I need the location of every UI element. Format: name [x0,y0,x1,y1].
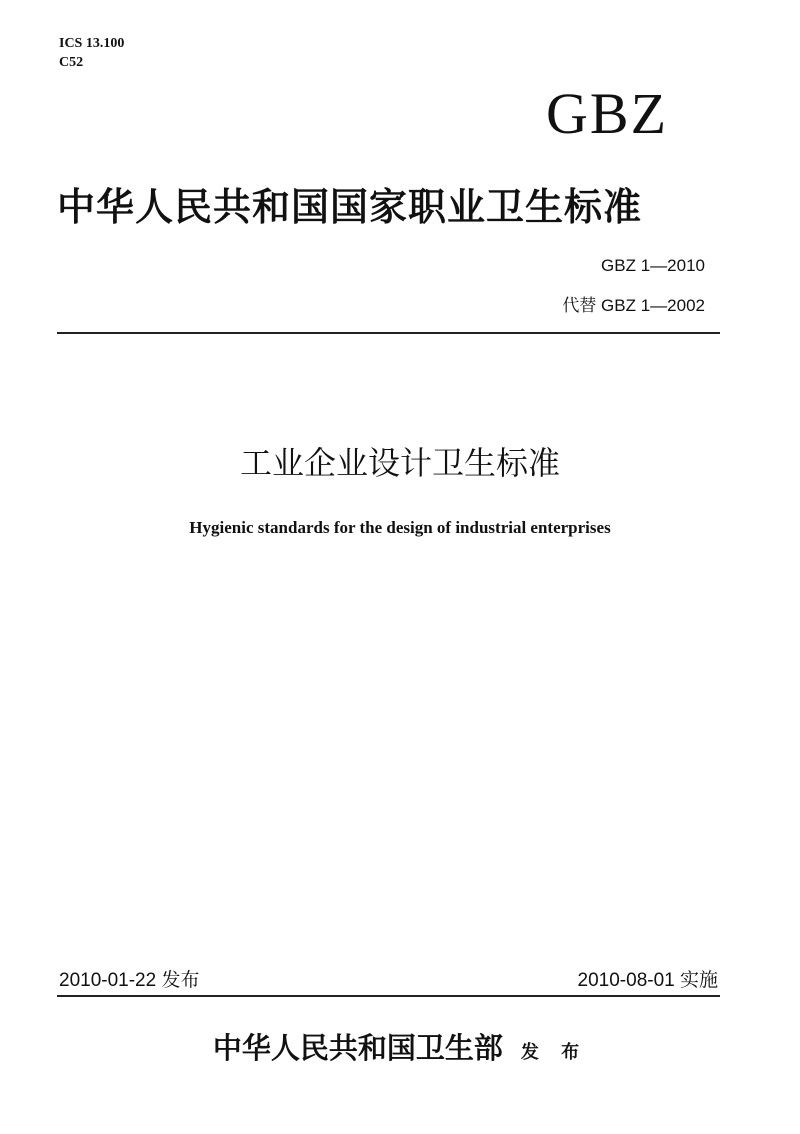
standard-type-heading: 中华人民共和国国家职业卫生标准 [57,185,643,229]
standard-code: GBZ 1—2010 [601,256,705,275]
ics-code: ICS 13.100 [59,36,125,51]
issuer-suffix: 发 布 [520,1042,588,1063]
issuer-line [0,1030,800,1071]
document-title-cn: 工业企业设计卫生标准 [239,444,560,482]
ccs-code: C52 [59,55,84,70]
top-divider [57,332,720,334]
document-title-en: Hygienic standards for the design of industrial enterprises [189,518,611,537]
bottom-divider [57,995,720,997]
publish-date: 2010-01-22 发布 [59,970,200,991]
gbz-logo-text: GBZ [546,81,668,146]
replaces-code: 代替 GBZ 1—2002 [562,296,705,315]
issuer-name: 中华人民共和国卫生部 [212,1031,503,1065]
effective-date: 2010-08-01 实施 [577,970,718,991]
